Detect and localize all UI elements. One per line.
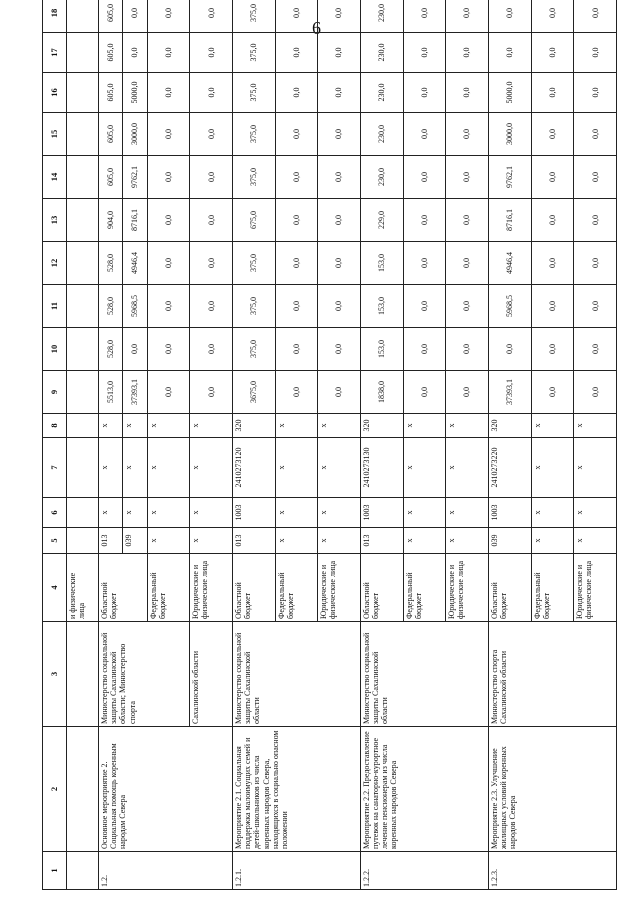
value-cell: 0,0 <box>190 73 233 113</box>
value-cell: 0,0 <box>275 113 318 156</box>
code-cell: x <box>99 438 123 498</box>
empty-cell <box>67 414 99 438</box>
value-cell: 0,0 <box>147 0 190 33</box>
empty-cell <box>67 73 99 113</box>
empty-cell <box>67 285 99 328</box>
code-cell: x <box>531 414 574 438</box>
code-cell: x <box>99 498 123 528</box>
value-cell: 0,0 <box>318 156 361 199</box>
value-cell: 904,0 <box>99 199 123 242</box>
value-cell: 0,0 <box>531 73 574 113</box>
activity-name: Основное мероприятие 2. Социальная помощь коренным народам Севера <box>99 727 233 852</box>
continuation-row <box>67 0 99 890</box>
code-cell: 1003 <box>360 498 403 528</box>
value-cell: 0,0 <box>318 371 361 414</box>
column-header: 14 <box>43 156 67 199</box>
value-cell: 230,0 <box>360 73 403 113</box>
value-cell: 375,0 <box>232 113 275 156</box>
value-cell: 0,0 <box>275 285 318 328</box>
value-cell: 0,0 <box>190 113 233 156</box>
code-cell: 320 <box>360 414 403 438</box>
row-number: 1.2.2. <box>360 852 488 890</box>
empty-cell <box>67 0 99 33</box>
value-cell: 375,0 <box>232 328 275 371</box>
code-cell: 1003 <box>488 498 531 528</box>
column-header: 12 <box>43 242 67 285</box>
empty-cell <box>67 727 99 852</box>
empty-cell <box>67 528 99 554</box>
column-header: 13 <box>43 199 67 242</box>
code-cell: x <box>403 528 446 554</box>
empty-cell <box>67 199 99 242</box>
code-cell: x <box>403 498 446 528</box>
value-cell: 0,0 <box>574 285 617 328</box>
value-cell: 0,0 <box>318 0 361 33</box>
value-cell: 375,0 <box>232 73 275 113</box>
value-cell: 0,0 <box>574 328 617 371</box>
value-cell: 0,0 <box>574 0 617 33</box>
value-cell: 0,0 <box>190 33 233 73</box>
code-cell: x <box>574 528 617 554</box>
executor-cell: Министерство социальной защиты Сахалинской области <box>360 622 488 727</box>
table-row <box>360 0 403 890</box>
code-cell: 2410273120 <box>232 438 275 498</box>
value-cell: 0,0 <box>190 0 233 33</box>
header-row <box>43 0 67 890</box>
value-cell: 0,0 <box>403 0 446 33</box>
value-cell: 0,0 <box>403 113 446 156</box>
value-cell: 605,0 <box>99 113 123 156</box>
value-cell: 0,0 <box>488 328 531 371</box>
value-cell: 3675,0 <box>232 371 275 414</box>
table-row <box>232 0 275 890</box>
code-cell: x <box>531 498 574 528</box>
empty-cell <box>67 113 99 156</box>
column-header: 15 <box>43 113 67 156</box>
value-cell: 375,0 <box>232 285 275 328</box>
value-cell: 3000,0 <box>488 113 531 156</box>
value-cell: 0,0 <box>147 199 190 242</box>
row-number: 1.2. <box>99 852 233 890</box>
value-cell: 0,0 <box>403 199 446 242</box>
code-cell: 2410273220 <box>488 438 531 498</box>
value-cell: 0,0 <box>446 113 489 156</box>
value-cell: 4946,4 <box>488 242 531 285</box>
value-cell: 605,0 <box>99 73 123 113</box>
table-row <box>488 0 531 890</box>
code-cell: x <box>318 528 361 554</box>
value-cell: 0,0 <box>531 371 574 414</box>
value-cell: 0,0 <box>574 199 617 242</box>
empty-cell <box>67 371 99 414</box>
value-cell: 375,0 <box>232 33 275 73</box>
value-cell: 8716,1 <box>123 199 147 242</box>
source-cell: Областной бюджет <box>232 554 275 622</box>
column-header: 11 <box>43 285 67 328</box>
code-cell: x <box>446 498 489 528</box>
value-cell: 0,0 <box>190 199 233 242</box>
source-cell: Областной бюджет <box>99 554 148 622</box>
value-cell: 528,0 <box>99 242 123 285</box>
value-cell: 0,0 <box>574 73 617 113</box>
value-cell: 0,0 <box>531 113 574 156</box>
value-cell: 605,0 <box>99 33 123 73</box>
value-cell: 0,0 <box>488 33 531 73</box>
value-cell: 0,0 <box>318 199 361 242</box>
value-cell: 0,0 <box>275 33 318 73</box>
value-cell: 0,0 <box>318 113 361 156</box>
code-cell: x <box>318 438 361 498</box>
value-cell: 0,0 <box>403 33 446 73</box>
column-header: 1 <box>43 852 67 890</box>
code-cell: x <box>574 438 617 498</box>
value-cell: 605,0 <box>99 156 123 199</box>
value-cell: 9762,1 <box>123 156 147 199</box>
column-header: 8 <box>43 414 67 438</box>
empty-cell <box>67 852 99 890</box>
value-cell: 5968,5 <box>488 285 531 328</box>
budget-table <box>42 0 617 890</box>
activity-name: Мероприятие 2.3. Улучшение жилищных условий коренных народов Севера <box>488 727 616 852</box>
value-cell: 0,0 <box>275 156 318 199</box>
value-cell: 0,0 <box>147 242 190 285</box>
value-cell: 0,0 <box>531 33 574 73</box>
value-cell: 153,0 <box>360 285 403 328</box>
code-cell: x <box>275 414 318 438</box>
value-cell: 0,0 <box>147 113 190 156</box>
column-header: 4 <box>43 554 67 622</box>
value-cell: 0,0 <box>318 33 361 73</box>
value-cell: 0,0 <box>190 328 233 371</box>
activity-name: Мероприятие 2.2. Предоставление путевок на санаторно-курортное лечение пенсионерам из числа коренных народов Севера <box>360 727 488 852</box>
value-cell: 0,0 <box>275 199 318 242</box>
executor-cell: Министерство социальной защиты Сахалинской области <box>232 622 360 727</box>
value-cell: 0,0 <box>403 242 446 285</box>
value-cell: 0,0 <box>446 199 489 242</box>
code-cell: x <box>275 498 318 528</box>
code-cell: 039 <box>488 528 531 554</box>
value-cell: 0,0 <box>403 285 446 328</box>
value-cell: 0,0 <box>446 328 489 371</box>
source-cell: Федеральный бюджет <box>531 554 574 622</box>
value-cell: 0,0 <box>403 73 446 113</box>
column-header: 18 <box>43 0 67 33</box>
code-cell: 039 <box>123 528 147 554</box>
code-cell: 013 <box>99 528 123 554</box>
code-cell: x <box>403 438 446 498</box>
code-cell: x <box>190 414 233 438</box>
value-cell: 0,0 <box>531 328 574 371</box>
code-cell: 320 <box>232 414 275 438</box>
value-cell: 675,0 <box>232 199 275 242</box>
source-cell: Областной бюджет <box>360 554 403 622</box>
empty-cell <box>67 438 99 498</box>
source-cell: Федеральный бюджет <box>147 554 190 622</box>
code-cell: x <box>531 528 574 554</box>
empty-cell <box>67 622 99 727</box>
code-cell: x <box>446 414 489 438</box>
code-cell: x <box>190 498 233 528</box>
value-cell: 375,0 <box>232 0 275 33</box>
value-cell: 5513,0 <box>99 371 123 414</box>
value-cell: 0,0 <box>531 242 574 285</box>
value-cell: 230,0 <box>360 33 403 73</box>
value-cell: 0,0 <box>488 0 531 33</box>
value-cell: 4946,4 <box>123 242 147 285</box>
value-cell: 528,0 <box>99 285 123 328</box>
row-number: 1.2.3. <box>488 852 616 890</box>
code-cell: x <box>403 414 446 438</box>
value-cell: 229,0 <box>360 199 403 242</box>
value-cell: 0,0 <box>275 242 318 285</box>
empty-cell <box>67 33 99 73</box>
value-cell: 0,0 <box>574 156 617 199</box>
value-cell: 0,0 <box>446 242 489 285</box>
value-cell: 0,0 <box>318 328 361 371</box>
value-cell: 0,0 <box>574 242 617 285</box>
value-cell: 375,0 <box>232 242 275 285</box>
value-cell: 0,0 <box>190 285 233 328</box>
rotated-table-wrapper <box>42 4 617 890</box>
value-cell: 0,0 <box>190 371 233 414</box>
code-cell: x <box>275 438 318 498</box>
empty-cell <box>67 156 99 199</box>
value-cell: 37393,1 <box>488 371 531 414</box>
value-cell: 0,0 <box>446 156 489 199</box>
value-cell: 5000,0 <box>123 73 147 113</box>
value-cell: 230,0 <box>360 156 403 199</box>
code-cell: x <box>123 414 147 438</box>
code-cell: x <box>147 438 190 498</box>
value-cell: 153,0 <box>360 242 403 285</box>
value-cell: 605,0 <box>99 0 123 33</box>
page-number: 6 <box>312 18 321 38</box>
code-cell: x <box>318 498 361 528</box>
value-cell: 0,0 <box>574 371 617 414</box>
value-cell: 0,0 <box>147 33 190 73</box>
source-cell: Федеральный бюджет <box>275 554 318 622</box>
table-area <box>42 4 617 890</box>
value-cell: 0,0 <box>403 328 446 371</box>
code-cell: x <box>147 498 190 528</box>
value-cell: 0,0 <box>446 33 489 73</box>
value-cell: 0,0 <box>574 33 617 73</box>
value-cell: 0,0 <box>123 33 147 73</box>
value-cell: 0,0 <box>318 73 361 113</box>
executor-cell: Министерство спорта Сахалинской области <box>488 622 616 727</box>
column-header: 10 <box>43 328 67 371</box>
value-cell: 0,0 <box>446 73 489 113</box>
code-cell: 013 <box>232 528 275 554</box>
value-cell: 0,0 <box>318 285 361 328</box>
source-cell: Юридические и физические лица <box>574 554 617 622</box>
value-cell: 3000,0 <box>123 113 147 156</box>
value-cell: 0,0 <box>147 73 190 113</box>
empty-cell <box>67 242 99 285</box>
value-cell: 37393,1 <box>123 371 147 414</box>
value-cell: 0,0 <box>403 156 446 199</box>
source-cell: и физические лица <box>67 554 99 622</box>
source-cell: Юридические и физические лица <box>190 554 233 622</box>
column-header: 6 <box>43 498 67 528</box>
value-cell: 0,0 <box>531 156 574 199</box>
value-cell: 0,0 <box>275 371 318 414</box>
value-cell: 153,0 <box>360 328 403 371</box>
column-header: 16 <box>43 73 67 113</box>
source-cell: Федеральный бюджет <box>403 554 446 622</box>
value-cell: 0,0 <box>190 156 233 199</box>
value-cell: 5000,0 <box>488 73 531 113</box>
value-cell: 0,0 <box>531 0 574 33</box>
value-cell: 0,0 <box>446 285 489 328</box>
code-cell: x <box>123 498 147 528</box>
code-cell: 1003 <box>232 498 275 528</box>
value-cell: 5968,5 <box>123 285 147 328</box>
code-cell: x <box>531 438 574 498</box>
table-row <box>99 0 123 890</box>
code-cell: x <box>190 528 233 554</box>
code-cell: x <box>574 498 617 528</box>
code-cell: x <box>99 414 123 438</box>
value-cell: 9762,1 <box>488 156 531 199</box>
executor-cell: Сахалинской области <box>190 622 233 727</box>
empty-cell <box>67 328 99 371</box>
value-cell: 0,0 <box>446 0 489 33</box>
value-cell: 230,0 <box>360 113 403 156</box>
code-cell: 320 <box>488 414 531 438</box>
row-number: 1.2.1. <box>232 852 360 890</box>
value-cell: 8716,1 <box>488 199 531 242</box>
value-cell: 0,0 <box>275 328 318 371</box>
value-cell: 0,0 <box>275 73 318 113</box>
code-cell: x <box>147 414 190 438</box>
source-cell: Юридические и физические лица <box>446 554 489 622</box>
source-cell: Областной бюджет <box>488 554 531 622</box>
code-cell: x <box>574 414 617 438</box>
column-header: 3 <box>43 622 67 727</box>
value-cell: 0,0 <box>574 113 617 156</box>
code-cell: x <box>275 528 318 554</box>
code-cell: x <box>446 438 489 498</box>
value-cell: 0,0 <box>531 199 574 242</box>
value-cell: 0,0 <box>123 0 147 33</box>
code-cell: x <box>318 414 361 438</box>
column-header: 17 <box>43 33 67 73</box>
value-cell: 0,0 <box>147 156 190 199</box>
value-cell: 0,0 <box>531 285 574 328</box>
value-cell: 375,0 <box>232 156 275 199</box>
column-header: 7 <box>43 438 67 498</box>
value-cell: 528,0 <box>99 328 123 371</box>
value-cell: 0,0 <box>403 371 446 414</box>
value-cell: 230,0 <box>360 0 403 33</box>
code-cell: x <box>446 528 489 554</box>
column-header: 2 <box>43 727 67 852</box>
value-cell: 0,0 <box>147 328 190 371</box>
activity-name: Мероприятие 2.1. Социальная поддержка малоимущих семей и детей-школьников из числа коренных народов Севера, находящихся в социально опасном положении <box>232 727 360 852</box>
value-cell: 0,0 <box>147 371 190 414</box>
empty-cell <box>67 498 99 528</box>
value-cell: 0,0 <box>318 242 361 285</box>
value-cell: 0,0 <box>446 371 489 414</box>
column-header: 5 <box>43 528 67 554</box>
value-cell: 0,0 <box>147 285 190 328</box>
code-cell: 2410273130 <box>360 438 403 498</box>
executor-cell: Министерство социальной защиты Сахалинской области; Министерство спорта <box>99 622 190 727</box>
code-cell: x <box>123 438 147 498</box>
value-cell: 1838,0 <box>360 371 403 414</box>
code-cell: x <box>147 528 190 554</box>
value-cell: 0,0 <box>123 328 147 371</box>
source-cell: Юридические и физические лица <box>318 554 361 622</box>
column-header: 9 <box>43 371 67 414</box>
code-cell: x <box>190 438 233 498</box>
value-cell: 0,0 <box>190 242 233 285</box>
code-cell: 013 <box>360 528 403 554</box>
value-cell: 0,0 <box>275 0 318 33</box>
